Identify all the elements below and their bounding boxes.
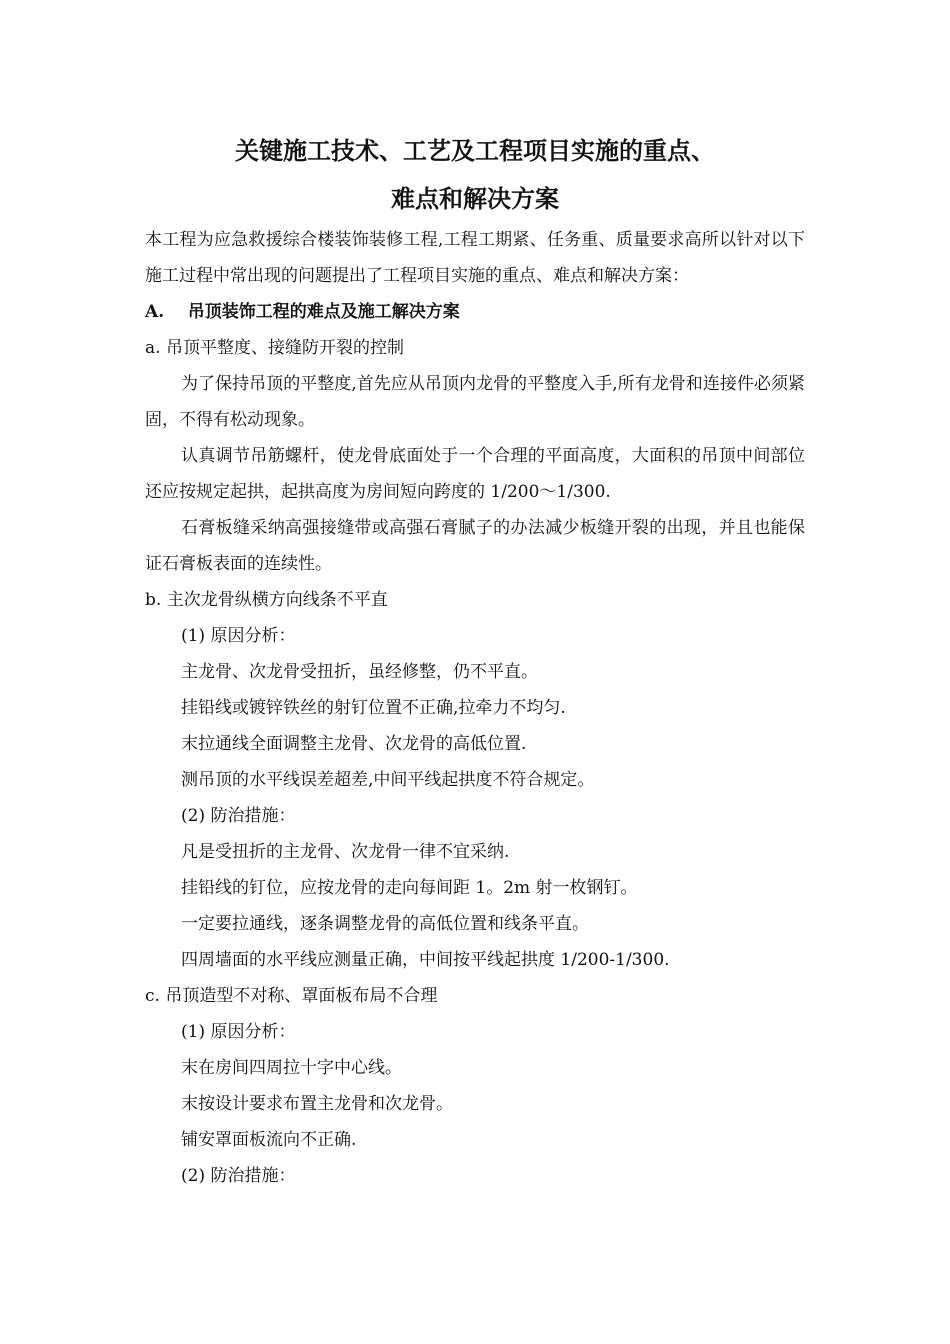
item-b-cause: 主龙骨、次龙骨受扭折，虽经修整，仍不平直。 [181, 662, 538, 682]
item-c-measure-label: (2) 防治措施： [181, 1166, 296, 1186]
item-b-measure: 挂铅线的钉位，应按龙骨的走向每间距 1。2m 射一枚钢钉。 [181, 878, 638, 898]
item-b-cause-label: (1) 原因分析： [181, 626, 296, 646]
item-b-measure: 凡是受扭折的主龙骨、次龙骨一律不宜采纳. [181, 842, 510, 862]
item-c-cause-label: (1) 原因分析： [181, 1022, 296, 1042]
item-b-cause: 测吊顶的水平线误差超差,中间平线起拱度不符合规定。 [181, 770, 595, 790]
item-b-cause: 挂铅线或镀锌铁丝的射钉位置不正确,拉牵力不均匀. [181, 698, 566, 718]
item-a-paragraph: 为了保持吊顶的平整度,首先应从吊顶内龙骨的平整度入手,所有龙骨和连接件必须紧固，不得有松动现象。 [145, 374, 805, 430]
intro-paragraph: 本工程为应急救援综合楼装饰装修工程,工程工期紧、任务重、质量要求高所以针对以下施工过程中常出现的问题提出了工程项目实施的重点、难点和解决方案： [145, 230, 805, 286]
section-a-heading: A. 吊顶装饰工程的难点及施工解决方案 [145, 302, 460, 322]
item-b-measure-label: (2) 防治措施： [181, 806, 296, 826]
item-b-measure: 四周墙面的水平线应测量正确，中间按平线起拱度 1/200-1/300. [181, 950, 670, 970]
page-title-line-1: 关键施工技术、工艺及工程项目实施的重点、 [235, 136, 715, 165]
item-c-cause: 铺安罩面板流向不正确. [181, 1130, 357, 1150]
item-a-heading: a. 吊顶平整度、接缝防开裂的控制 [145, 338, 404, 358]
item-c-cause: 末在房间四周拉十字中心线。 [181, 1058, 402, 1078]
item-b-measure: 一定要拉通线，逐条调整龙骨的高低位置和线条平直。 [181, 914, 589, 934]
item-b-heading: b. 主次龙骨纵横方向线条不平直 [145, 590, 388, 610]
item-a-paragraph: 认真调节吊筋螺杆，使龙骨底面处于一个合理的平面高度，大面积的吊顶中间部位还应按规定起拱，起拱高度为房间短向跨度的 1/200～1/300. [145, 446, 805, 502]
item-b-cause: 末拉通线全面调整主龙骨、次龙骨的高低位置. [181, 734, 527, 754]
item-c-heading: c. 吊顶造型不对称、罩面板布局不合理 [145, 986, 438, 1006]
item-a-paragraph: 石膏板缝采纳高强接缝带或高强石膏腻子的办法减少板缝开裂的出现，并且也能保证石膏板表面的连续性。 [145, 518, 805, 574]
page-title-line-2: 难点和解决方案 [391, 184, 559, 213]
item-c-cause: 末按设计要求布置主龙骨和次龙骨。 [181, 1094, 453, 1114]
document-body [145, 222, 805, 1194]
